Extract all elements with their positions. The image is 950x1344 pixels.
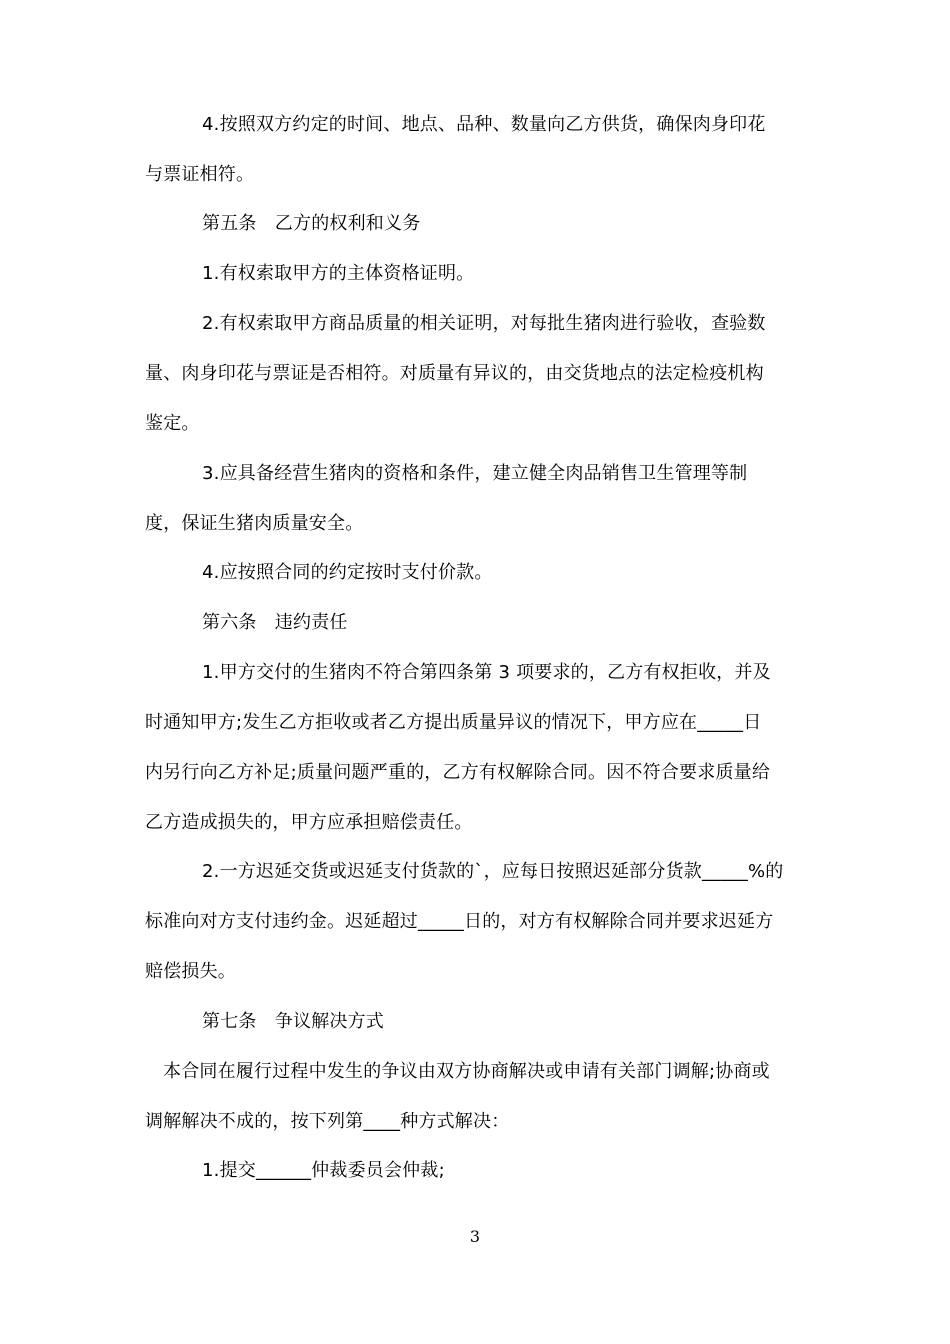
paragraph-line: 2.有权索取甲方商品质量的相关证明，对每批生猪肉进行验收，查验数 <box>202 313 766 334</box>
paragraph-line: 2.一方迟延交货或迟延支付货款的`，应每日按照迟延部分货款_____%的 <box>202 861 784 882</box>
paragraph-line: 内另行向乙方补足;质量问题严重的，乙方有权解除合同。因不符合要求质量给 <box>145 762 771 783</box>
section-heading: 第五条 乙方的权利和义务 <box>202 213 421 234</box>
paragraph-line: 4.应按照合同的约定按时支付价款。 <box>202 562 493 583</box>
paragraph-line: 3.应具备经营生猪肉的资格和条件，建立健全肉品销售卫生管理等制 <box>202 463 748 484</box>
paragraph-line: 标准向对方支付违约金。迟延超过_____日的，对方有权解除合同并要求迟延方 <box>145 911 774 932</box>
paragraph-line: 调解解决不成的，按下列第____种方式解决： <box>145 1111 510 1132</box>
paragraph-line: 1.甲方交付的生猪肉不符合第四条第 3 项要求的，乙方有权拒收，并及 <box>202 662 771 683</box>
paragraph-line: 4.按照双方约定的时间、地点、品种、数量向乙方供货，确保肉身印花 <box>202 114 766 135</box>
section-heading: 第六条 违约责任 <box>202 612 348 633</box>
page-number: 3 <box>469 1227 481 1246</box>
paragraph-line: 赔偿损失。 <box>145 961 236 982</box>
paragraph-line: 本合同在履行过程中发生的争议由双方协商解决或申请有关部门调解;协商或 <box>163 1061 770 1082</box>
paragraph-line: 1.提交______仲裁委员会仲裁; <box>202 1160 445 1181</box>
paragraph-line: 量、肉身印花与票证是否相符。对质量有异议的，由交货地点的法定检疫机构 <box>145 363 764 384</box>
paragraph-line: 鉴定。 <box>145 413 200 434</box>
paragraph-line: 时通知甲方;发生乙方拒收或者乙方提出质量异议的情况下，甲方应在_____日 <box>145 712 762 733</box>
paragraph-line: 乙方造成损失的，甲方应承担赔偿责任。 <box>145 812 473 833</box>
paragraph-line: 度，保证生猪肉质量安全。 <box>145 513 364 534</box>
paragraph-line: 1.有权索取甲方的主体资格证明。 <box>202 263 475 284</box>
paragraph-line: 与票证相符。 <box>145 164 255 185</box>
section-heading: 第七条 争议解决方式 <box>202 1011 384 1032</box>
